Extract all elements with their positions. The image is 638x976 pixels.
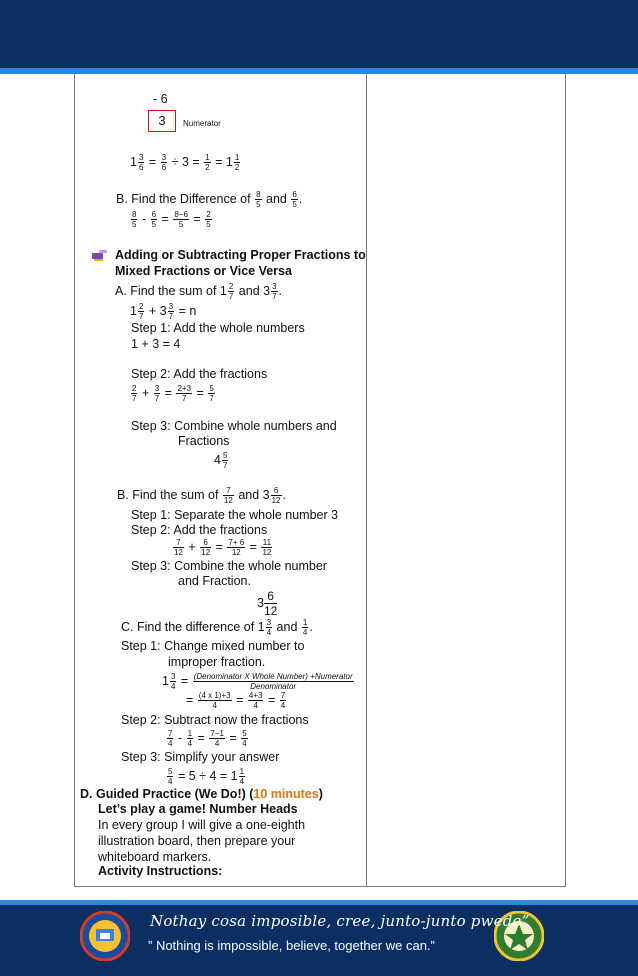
table-column-divider [366,74,367,886]
guided-line3: whiteboard markers. [98,850,212,864]
school-seal-left-icon [80,911,130,961]
section-title-line2: Mixed Fractions or Vice Versa [115,264,292,278]
simplify-equation: 1 $\frac{3}{6}$ = $\frac{3}{6}$ ÷ 3 = $\frac{1}{2}$ = 1 $\frac{1}{2}$ [130,153,240,172]
guided-practice-title: D. Guided Practice (We Do!) (10 minutes) [80,787,323,801]
footer-motto-english: ” Nothing is impossible, believe, together we can.” [148,938,435,953]
difference-c-step2-work: $\frac{7}{4}$ - $\frac{1}{4}$ = $\frac{7-1}{4}$ = $\frac{5}{4}$ [168,729,247,748]
guided-line2: illustration board, then prepare your [98,834,296,848]
sum-a-prompt: A. Find the sum of 1 $\frac{2}{7}$ and 3 $\frac{3}{7}$ . [115,282,283,301]
sum-a-step2-work: $\frac{2}{7}$ + $\frac{3}{7}$ = $\frac{2+3}{7}$ = $\frac{5}{7}$ [132,384,214,403]
sum-a-step1-work: 1 + 3 = 4 [131,337,181,351]
section-title-line1: Adding or Subtracting Proper Fractions to [115,248,366,262]
difference-c-prompt: C. Find the difference of 1 $\frac{3}{4}$ and $\frac{1}{4}$ . [121,618,313,637]
sum-a-step2: Step 2: Add the fractions [131,367,268,381]
difference-c-step1-line1: Step 1: Change mixed number to [121,639,305,653]
sum-b-step2: Step 2: Add the fractions [131,523,268,537]
header-bar [0,0,638,68]
sum-a-step1: Step 1: Add the whole numbers [131,321,305,335]
difference-c-step3-work: $\frac{5}{4}$ = 5 ÷ 4 = 1 $\frac{1}{4}$ [168,767,245,786]
hand-pointer-icon [92,248,108,262]
sum-b-step1: Step 1: Separate the whole number 3 [131,508,339,522]
activity-instructions-heading: Activity Instructions: [98,864,223,878]
numerator-box: 3 [148,110,176,132]
difference-c-step2: Step 2: Subtract now the fractions [121,713,309,727]
difference-b-prompt: B. Find the Difference of $\frac{8}{5}$ and $\frac{6}{5}$ . [116,190,303,209]
footer-motto: Nothay cosa imposible, cree, junto-junto pwede” [150,912,530,930]
sum-b-prompt: B. Find the sum of $\frac{7}{12}$ and 3 $\frac{6}{12}$ . [117,486,286,505]
guided-game-title: Let’s play a game! Number Heads [98,802,298,816]
improper-fraction-work: = $\frac{(4 x 1)+3}{4}$ = $\frac{4+3}{4}$ = $\frac{7}{4}$ [186,691,286,710]
sum-a-step3-line2: Fractions [178,434,230,448]
difference-c-step3: Step 3: Simplify your answer [121,750,280,764]
difference-c-step1-line2: improper fraction. [168,655,266,669]
numerator-label: Numerator [183,119,221,128]
sum-b-step3-line1: Step 3: Combine the whole number [131,559,327,573]
guided-line1: In every group I will give a one-eighth [98,818,306,832]
sum-b-step2-work: $\frac{7}{12}$ + $\frac{6}{12}$ = $\frac{7+ 6}{12}$ = $\frac{11}{12}$ [174,538,272,557]
sum-b-step3-line2: and Fraction. [178,574,251,588]
sum-a-step3-line1: Step 3: Combine whole numbers and [131,419,337,433]
difference-b-work: $\frac{8}{5}$ - $\frac{6}{5}$ = $\frac{8-6}{5}$ = $\frac{2}{5}$ [132,210,211,229]
sum-b-result: 3 $\frac{6}{12}$ [257,589,278,618]
sum-a-result: 4 $\frac{5}{7}$ [214,451,228,470]
improper-fraction-formula: 1 $\frac{3}{4}$ = $\frac{\text{(Denominator X Whole Number) +Numerator}}{\text{Denominator}}$ [162,672,353,691]
minus-six: - 6 [153,92,168,106]
sum-a-equation: 1 $\frac{2}{7}$ + 3 $\frac{3}{7}$ = n [130,302,197,321]
